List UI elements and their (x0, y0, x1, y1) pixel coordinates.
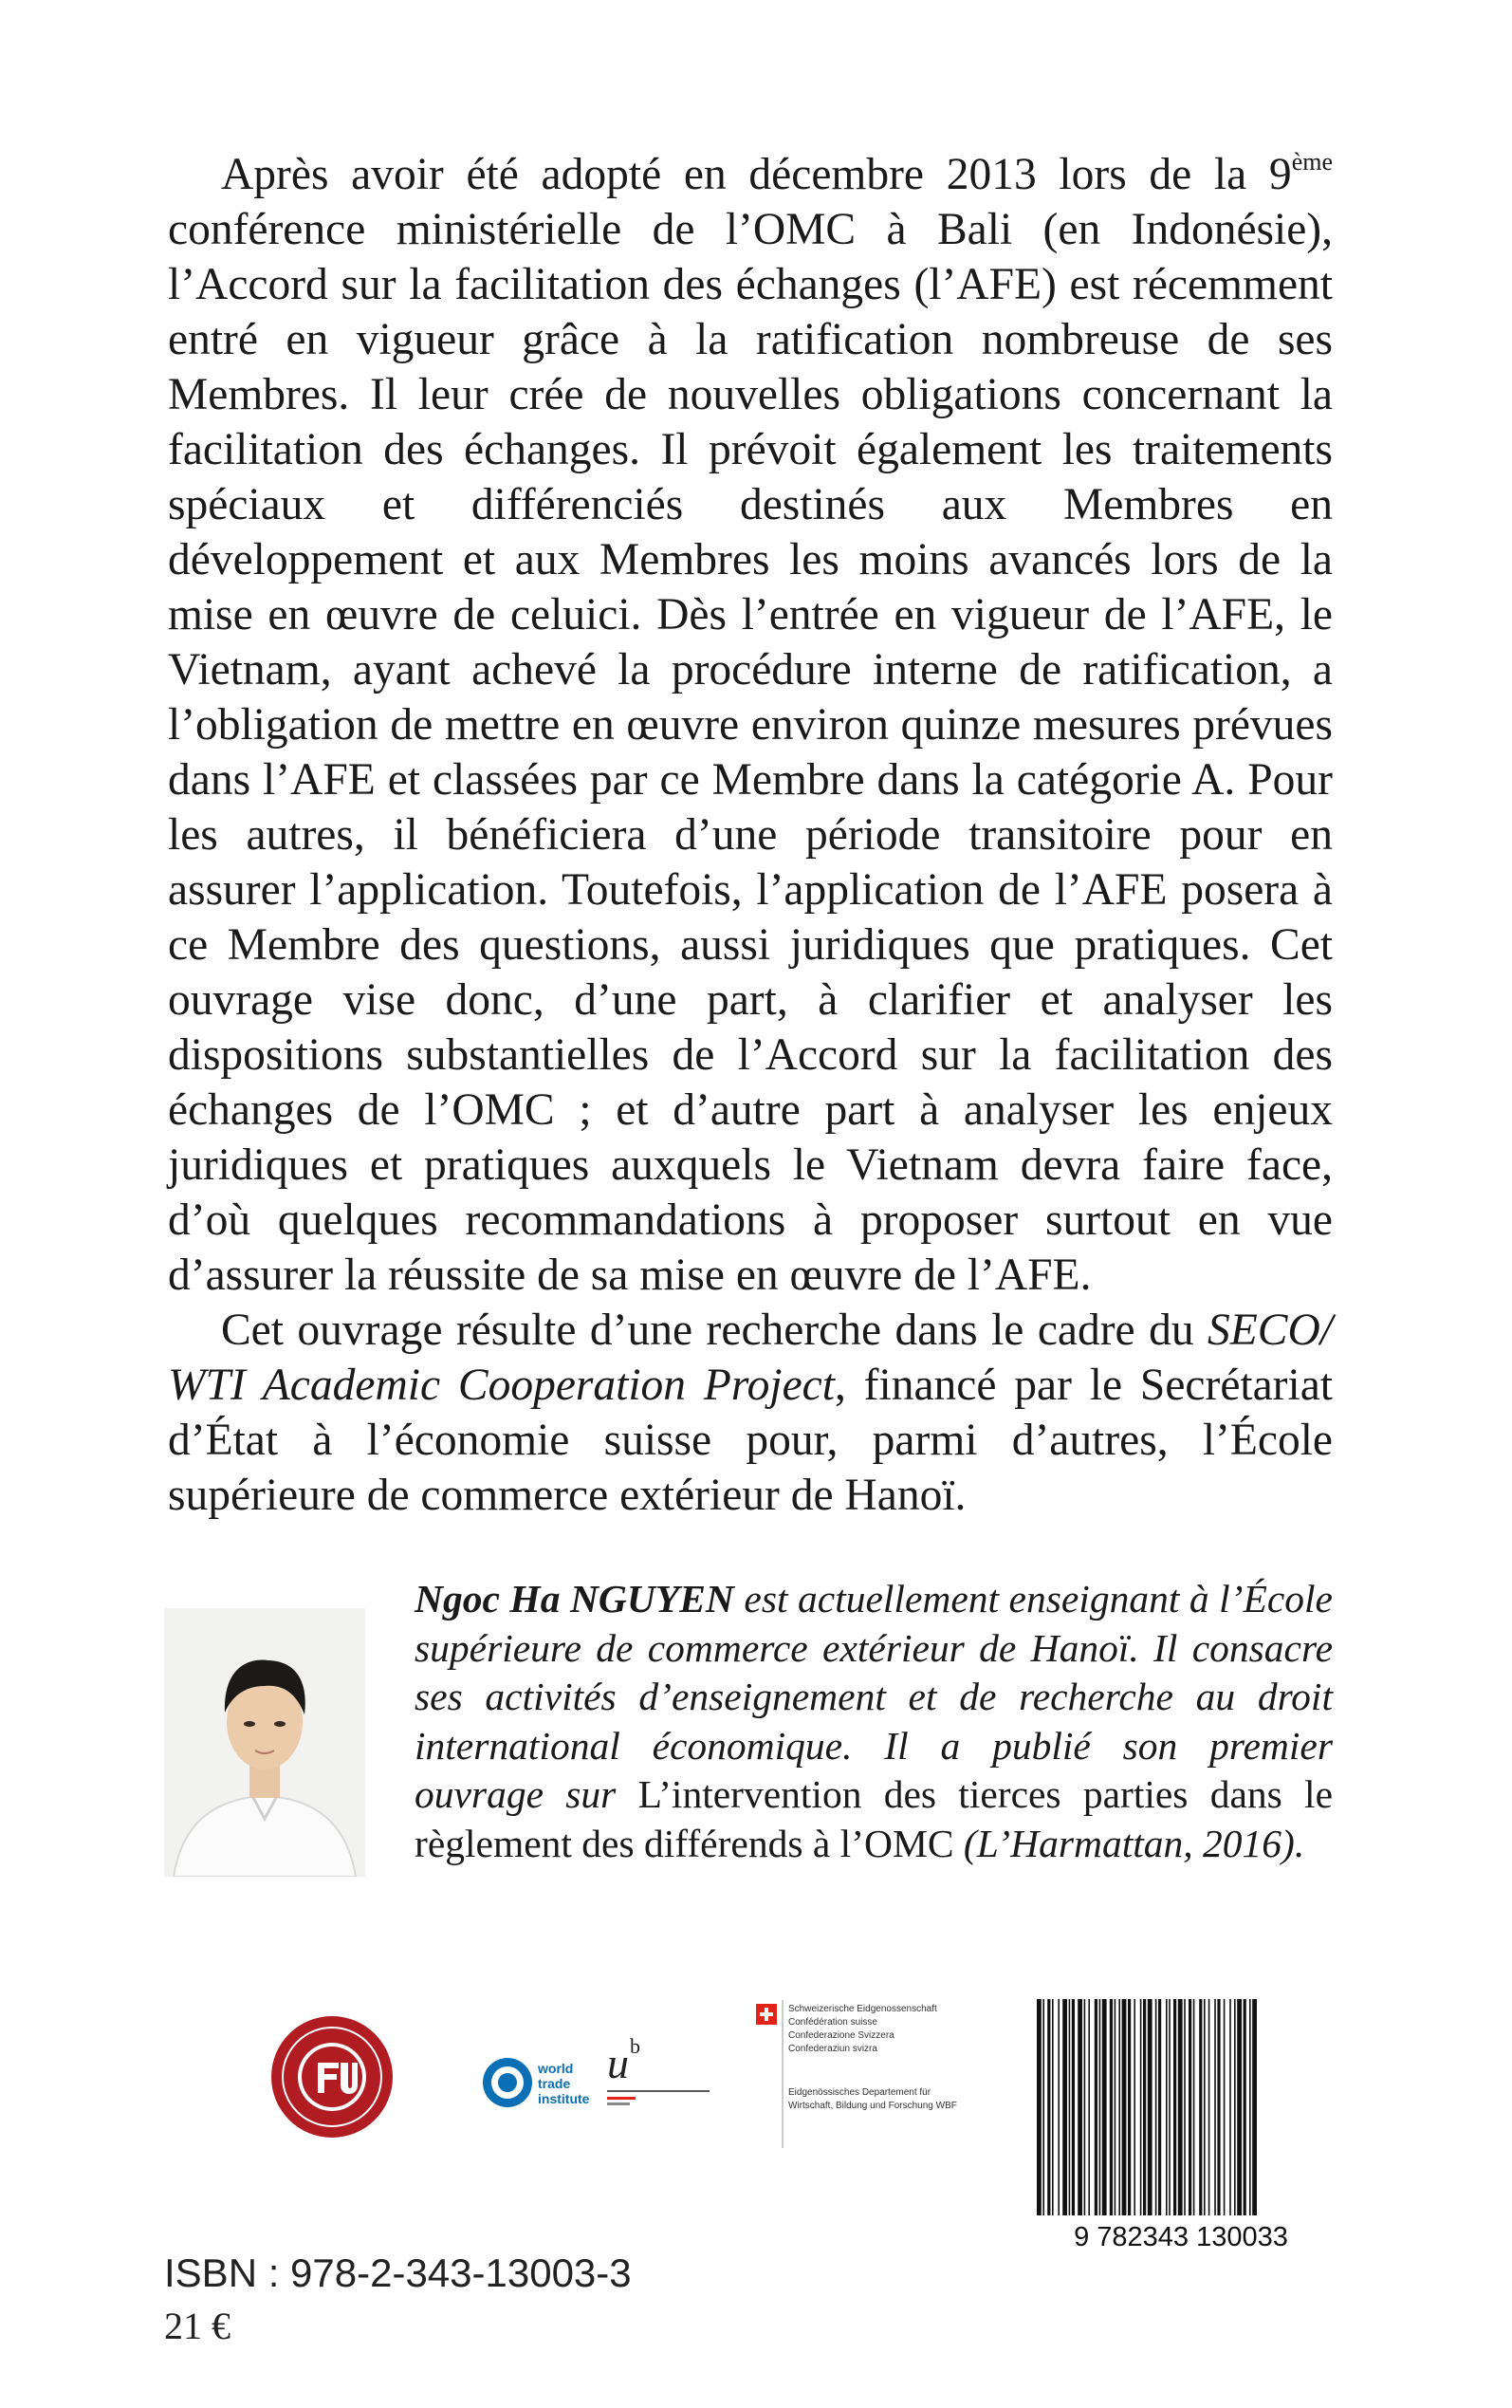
barcode-bar (1178, 1999, 1183, 2215)
ftu-university-logo (268, 2013, 396, 2140)
ch-dept-1: Eidgenössisches Departement für (788, 2087, 931, 2098)
barcode-bar (1229, 1999, 1231, 2215)
barcode-bar (1189, 1999, 1191, 2215)
barcode-bar (1110, 1999, 1113, 2215)
isbn-text: ISBN : 978-2-343-13003-3 (164, 2251, 632, 2295)
author-name: Ngoc Ha NGUYEN (415, 1577, 734, 1621)
author-bio: Ngoc Ha NGUYEN est actuellement enseignant à l’École supérieure de commerce extérieur de Hanoï. Il consacre ses activités d’enseignement et de recherche au droit international économique. Il a publié son premier ouvrage sur L’intervention des tierces parties dans le règlement des différends à l’OMC (L’Harmattan, 2016). (415, 1577, 1333, 1865)
author-photo (164, 1608, 365, 1877)
barcode-bar (1128, 1999, 1131, 2215)
ub-mark-u: u (607, 2039, 629, 2087)
barcode-bar (1037, 1999, 1042, 2215)
barcode-bar (1214, 1999, 1216, 2215)
barcode-bar (1208, 1999, 1210, 2215)
isbn-barcode (1029, 1997, 1333, 2253)
barcode-bar (1140, 1999, 1142, 2215)
barcode-bar (1166, 1999, 1168, 2215)
wti-text-world: world (538, 2061, 574, 2076)
ch-text-1: Schweizerische Eidgenossenschaft (788, 2004, 937, 2014)
barcode-bar (1217, 1999, 1220, 2215)
summary-paragraph-1: Après avoir été adopté en décembre 2013 lors de la 9ème conférence ministérielle de l’OMC à Bali (en Indonésie), l’Accord sur la facilitation des échanges (l’AFE) est récemment entré en vigueur grâce à la ratification nombreuse de ses Membres. Il leur crée de nouvelles obligations concernant la facilitation des échanges. Il prévoit également les traitements spéciaux et différenciés destinés aux Membres en développement et aux Membres les moins avancés lors de la mise en œuvre de celuici. Dès l’entrée en vigueur de l’AFE, le Vietnam, ayant achevé la procédure interne de ratification, a l’obligation de mettre en œuvre environ quinze mesures prévues dans l’AFE et classées par ce Membre dans la catégorie A. Pour les autres, il bénéficiera d’une période transitoire pour en assurer l’application. Toutefois, l’application de l’AFE posera à ce Membre des questions, aussi juridiques que pratiques. Cet ouvrage vise donc, d’une part, à clarifier et analyser les dispositions substantielles de l’Accord sur la facilitation des échanges de l’OMC ; et d’autre part à analyser les enjeux juridiques et pratiques auxquels le Vietnam devra faire face, d’où quelques recommandations à proposer surtout en vue d’assurer la réussite de sa mise en œuvre de l’AFE. (168, 148, 1333, 1300)
barcode-bar (1134, 1999, 1135, 2215)
barcode-bar (1224, 1999, 1226, 2215)
barcode-bar (1155, 1999, 1157, 2215)
summary-paragraph-2: Cet ouvrage résulte d’une recherche dans le cadre du SECO/ WTI Academic Cooperation Project, financé par le Secrétariat d’État à l’économie suisse pour, parmi d’autres, l’École supérieure de commerce extérieur de Hanoï. (168, 1306, 1333, 1520)
barcode-bar (1084, 1999, 1086, 2215)
barcode-bar (1173, 1999, 1176, 2215)
barcode-bar (1234, 1999, 1236, 2215)
barcode-bar (1042, 1999, 1044, 2215)
price-text: 21 € (164, 2305, 230, 2347)
barcode-bar (1204, 1999, 1206, 2215)
barcode-bar (1237, 1999, 1242, 2215)
barcode-bar (1069, 1999, 1071, 2215)
barcode-bar (1099, 1999, 1101, 2215)
ch-text-3: Confederazione Svizzera (788, 2030, 894, 2041)
barcode-bar (1252, 1999, 1257, 2215)
barcode-bar (1193, 1999, 1195, 2215)
barcode-number: 9 782343 130033 (1074, 2222, 1288, 2252)
barcode-bar (1148, 1999, 1152, 2215)
barcode-bar (1169, 1999, 1171, 2215)
barcode-bar (1058, 1999, 1060, 2215)
barcode-bar (1122, 1999, 1127, 2215)
swiss-confederation-logo (754, 1996, 982, 2158)
barcode-bar (1078, 1999, 1082, 2215)
ub-mark-b: b (630, 2034, 640, 2058)
world-trade-institute-logo (479, 2045, 602, 2121)
project-name: SECO/ WTI Academic Cooperation Project (168, 1306, 1333, 1410)
barcode-bar (1143, 1999, 1146, 2215)
barcode-bars (1037, 1999, 1257, 2215)
barcode-bar (1118, 1999, 1120, 2215)
ch-text-4: Confederaziun svizra (788, 2044, 877, 2054)
ch-text-2: Confédération suisse (788, 2017, 877, 2028)
barcode-bar (1072, 1999, 1075, 2215)
barcode-bar (1088, 1999, 1090, 2215)
previous-book-title: L’intervention des tierces parties dans le règlement des différends à l’OMC (415, 1772, 1333, 1865)
barcode-bar (1095, 1999, 1097, 2215)
barcode-bar (1062, 1999, 1067, 2215)
barcode-bar (1102, 1999, 1107, 2215)
barcode-bar (1158, 1999, 1161, 2215)
barcode-bar (1249, 1999, 1251, 2215)
barcode-bar (1199, 1999, 1202, 2215)
barcode-bar (1184, 1999, 1186, 2215)
university-of-bern-logo (603, 2028, 712, 2133)
barcode-bar (1047, 1999, 1050, 2215)
barcode-bar (1244, 1999, 1246, 2215)
ch-dept-2: Wirtschaft, Bildung und Forschung WBF (788, 2101, 957, 2111)
wti-text-trade: trade (538, 2076, 571, 2091)
barcode-bar (1115, 1999, 1116, 2215)
summary-text (168, 147, 1333, 1523)
wti-text-institute: institute (538, 2091, 590, 2106)
author-portrait-image (164, 1608, 365, 1877)
barcode-bar (1052, 1999, 1054, 2215)
previous-book-publisher: (L’Harmattan, 2016). (953, 1821, 1305, 1865)
